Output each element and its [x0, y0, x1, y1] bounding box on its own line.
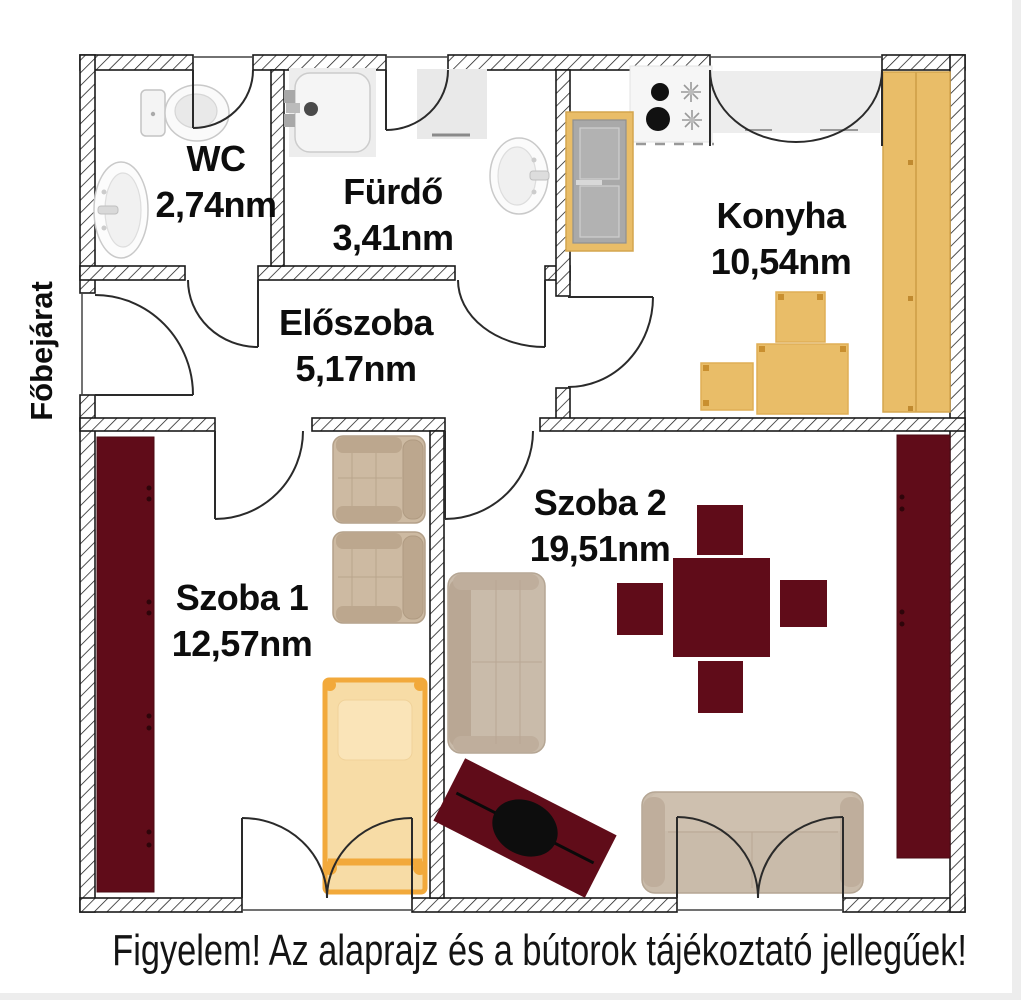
- chair-icon: [776, 292, 825, 342]
- wall: [540, 418, 965, 431]
- room-name: Szoba 1: [175, 577, 309, 618]
- dining-table-icon: [673, 558, 770, 657]
- wall: [80, 898, 242, 912]
- wall: [80, 395, 95, 912]
- room-label-furdo: [332, 169, 453, 261]
- room-label-szoba1: [172, 575, 313, 667]
- room-area: 5,17nm: [295, 348, 417, 389]
- wall: [80, 418, 215, 431]
- wall: [253, 55, 386, 70]
- sink-icon: [94, 162, 148, 258]
- room-label-szoba2: [530, 480, 671, 572]
- shower-tray-icon: [284, 68, 376, 157]
- image-edge-artifact: [1012, 0, 1021, 1000]
- kitchen-balcony-double-door: [710, 70, 882, 146]
- room-name: Szoba 2: [533, 482, 667, 523]
- wall: [430, 431, 444, 898]
- wall: [80, 55, 95, 293]
- main-entrance-label: Főbejárat: [24, 281, 59, 421]
- room-label-konyha: [711, 193, 852, 285]
- armchair-icon: [333, 532, 425, 623]
- room-name: Konyha: [716, 195, 846, 236]
- chair-icon: [698, 661, 743, 713]
- chair-icon: [701, 363, 753, 410]
- wc-hall-door: [188, 280, 258, 347]
- room-label-eloszoba: [279, 300, 433, 392]
- chair-icon: [780, 580, 827, 627]
- wall: [80, 55, 193, 70]
- sink-icon: [490, 138, 549, 214]
- wall: [312, 418, 445, 431]
- chair-icon: [697, 505, 743, 555]
- sofa-icon: [642, 792, 863, 893]
- room-label-wc: [155, 136, 276, 228]
- room1-door: [215, 431, 303, 519]
- disclaimer-caption: Figyelem! Az alaprajz és a bútorok tájékoztató jellegűek!: [112, 926, 967, 975]
- washing-machine-icon: [417, 69, 487, 139]
- armchair-icon: [333, 436, 425, 523]
- room-name: WC: [186, 138, 246, 179]
- wall: [258, 266, 455, 280]
- room2-door: [445, 431, 533, 519]
- wardrobe-icon: [897, 435, 950, 858]
- room2-furniture: [433, 435, 950, 898]
- image-edge-artifact: [0, 993, 1021, 1000]
- wall: [950, 55, 965, 912]
- toilet-icon: [141, 85, 229, 141]
- kitchen-table-icon: [757, 344, 848, 414]
- bathroom-hall-door: [458, 280, 545, 347]
- room-area: 12,57nm: [171, 623, 313, 664]
- room-area: 2,74nm: [155, 184, 277, 225]
- room-area: 19,51nm: [529, 528, 671, 569]
- room-area: 10,54nm: [710, 241, 852, 282]
- wardrobe-icon: [97, 437, 154, 892]
- chair-icon: [617, 583, 663, 635]
- room-name: Fürdő: [343, 171, 443, 212]
- sofa-icon: [448, 573, 545, 753]
- kitchen-door: [568, 297, 653, 387]
- wall: [80, 266, 185, 280]
- entrance-door: [95, 295, 193, 395]
- tv-unit-icon: [433, 758, 616, 898]
- wall: [843, 898, 965, 912]
- room-area: 3,41nm: [332, 217, 454, 258]
- room-name: Előszoba: [278, 302, 434, 343]
- tall-cabinet-icon: [883, 72, 950, 412]
- wall: [412, 898, 677, 912]
- fridge-icon: [566, 112, 633, 251]
